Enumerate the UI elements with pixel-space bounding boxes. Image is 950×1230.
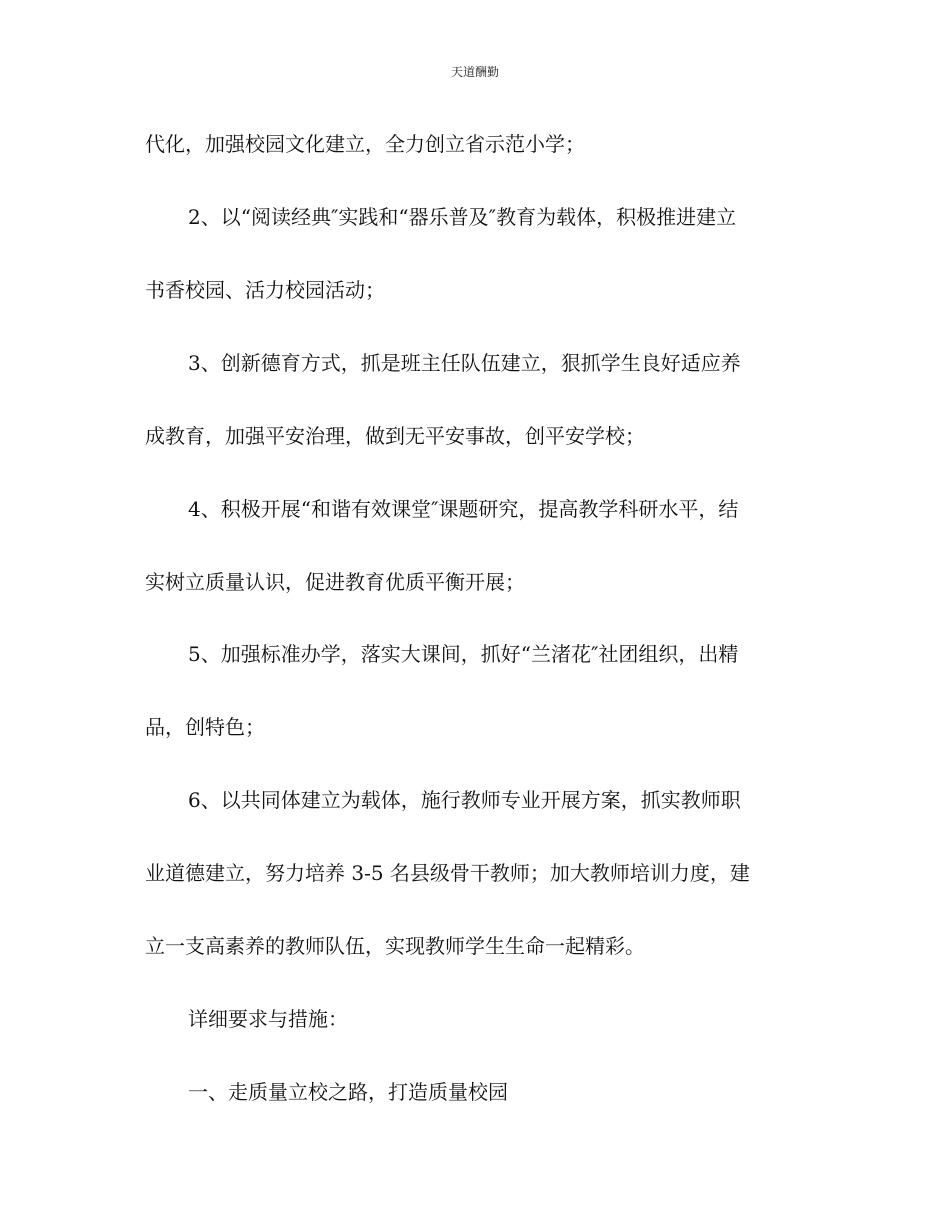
section-heading: 一、走质量立校之路，打造质量校园 — [188, 1080, 508, 1104]
paragraph-line: 立一支高素养的教师队伍，实现教师学生生命一起精彩。 — [145, 934, 645, 958]
paragraph-line: 代化，加强校园文化建立，全力创立省示范小学； — [145, 132, 585, 156]
paragraph-line: 实树立质量认识，促进教育优质平衡开展； — [145, 570, 525, 594]
page-header: 天道酬勤 — [450, 65, 499, 79]
paragraph-line: 书香校园、活力校园活动； — [145, 278, 385, 302]
paragraph-line: 成教育，加强平安治理，做到无平安事故，创平安学校； — [145, 424, 645, 448]
paragraph-line: 品，创特色； — [145, 715, 265, 739]
paragraph-line: 2、以“阅读经典″实践和“器乐普及″教育为载体，积极推进建立 — [188, 205, 737, 229]
paragraph-line: 4、积极开展“和谐有效课堂″课题研究，提高教学科研水平，结 — [188, 497, 739, 521]
paragraph-line: 5、加强标准办学，落实大课间，抓好“兰渚花″社团组织，出精 — [188, 642, 739, 666]
paragraph-line: 6、以共同体建立为载体，施行教师专业开展方案，抓实教师职 — [188, 788, 741, 812]
section-heading: 详细要求与措施： — [188, 1007, 348, 1031]
paragraph-line: 业道德建立，努力培养 3-5 名县级骨干教师；加大教师培训力度，建 — [145, 861, 750, 885]
paragraph-line: 3、创新德育方式，抓是班主任队伍建立，狠抓学生良好适应养 — [188, 351, 741, 375]
